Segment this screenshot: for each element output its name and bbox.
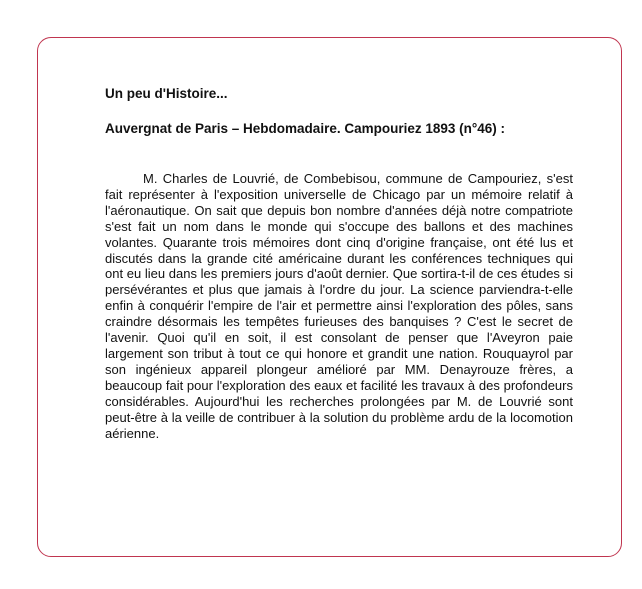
- section-title: Un peu d'Histoire...: [105, 86, 228, 101]
- article-body: M. Charles de Louvrié, de Combebisou, commune de Campouriez, s'est fait représenter à l'exposition universelle de Chicago par un mémoire relatif à l'aéronautique. On sait que depuis bon nombre d'années déjà notre compatriote s'est fait un nom dans le monde qui s'occupe des ballons et des machines volantes. Quarante trois mémoires dont cinq d'origine française, ont été lus et discutés dans la grande cité américaine durant les conférences techniques qui ont eu lieu dans les premiers jours d'août dernier. Que sortira-t-il de ces études si persévérantes et plus que jamais à l'ordre du jour. La science parviendra-t-elle enfin à conquérir l'empire de l'air et permettre ainsi l'exploration des pôles, sans craindre désormais les tempêtes furieuses des banquises ? C'est le secret de l'avenir. Quoi qu'il en soit, il est consolant de penser que l'Aveyron paie largement son tribut à tout ce qui honore et grandit une nation. Rouquayrol par son ingénieux appareil plongeur amélioré par MM. Denayrouze frères, a beaucoup fait pour l'exploration des eaux et facilité les travaux à des profondeurs considérables. Aujourd'hui les recherches prolongées par M. de Louvrié sont peut-être à la veille de contribuer à la solution du problème ardu de la locomotion aérienne.: [105, 171, 573, 441]
- source-title: Auvergnat de Paris – Hebdomadaire. Campouriez 1893 (n°46) :: [105, 121, 506, 136]
